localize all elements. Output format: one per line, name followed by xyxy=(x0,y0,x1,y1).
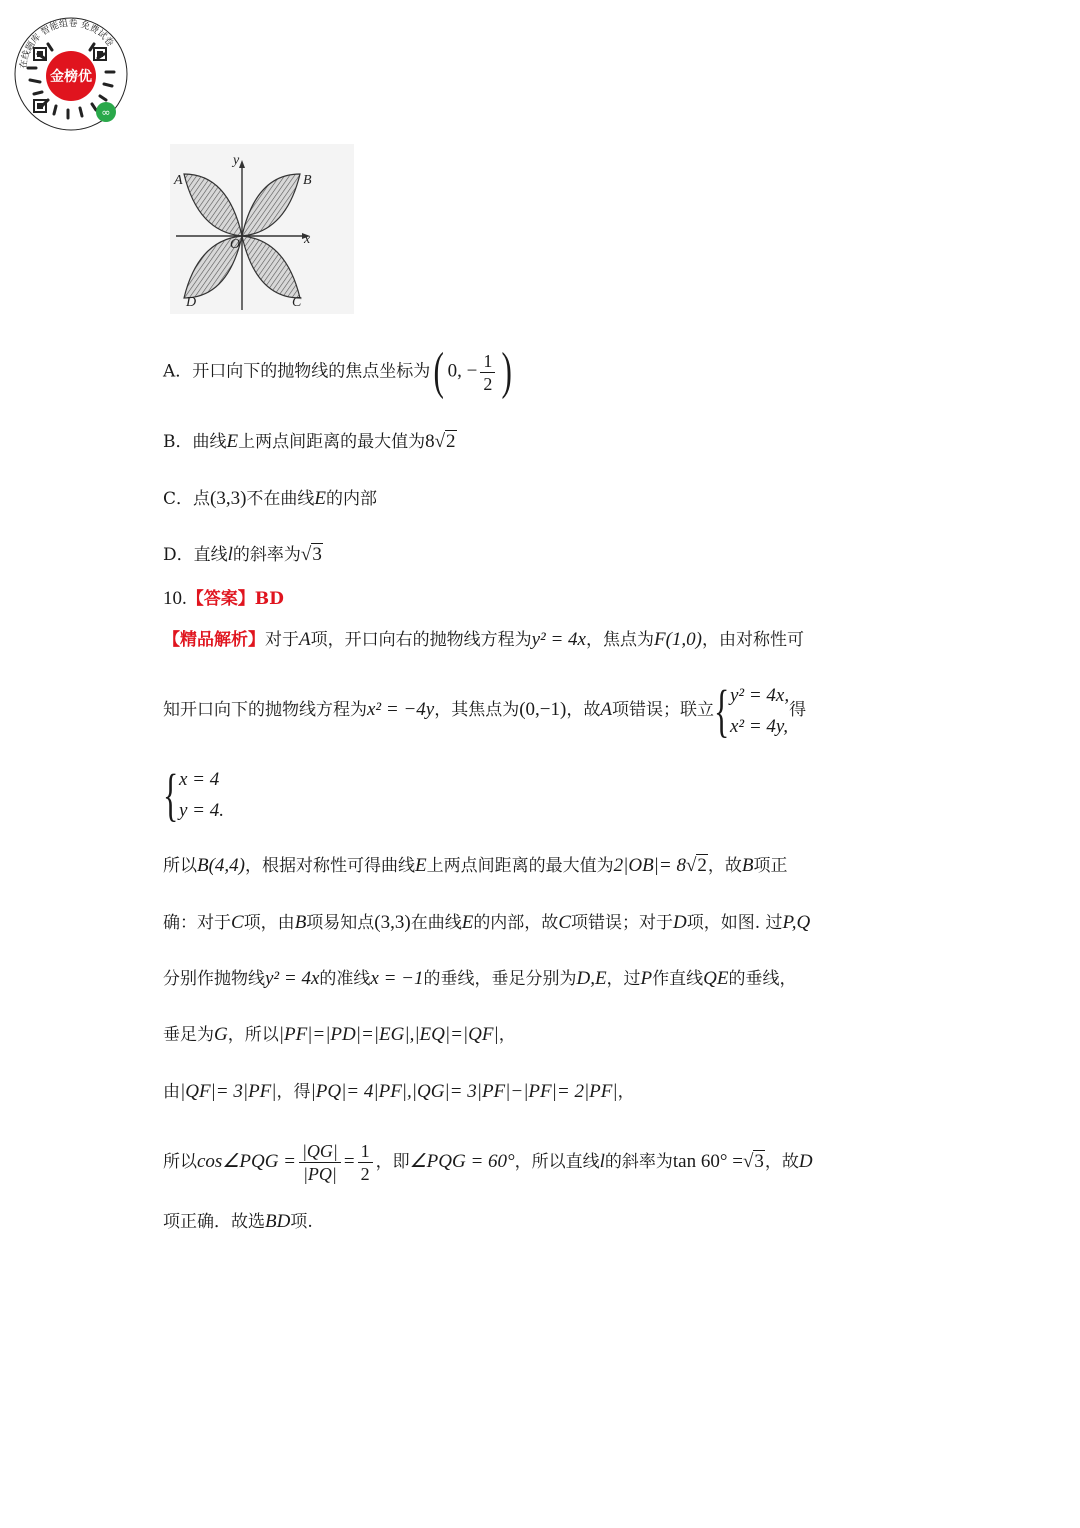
analysis-line-2: 知开口向下的抛物线方程为x² = −4y，其焦点为(0,−1)，故A项错误；联立 { y² = 4x, x² = 4y, 得 xyxy=(163,677,807,743)
curve-figure xyxy=(170,144,354,314)
option-c: C．点(3,3)不在曲线E的内部 xyxy=(163,488,378,509)
fig-label-y: y xyxy=(233,153,240,168)
svg-text:∞: ∞ xyxy=(101,106,111,119)
logo-brand-text: 金榜优 xyxy=(50,69,92,85)
brand-logo xyxy=(8,8,134,134)
answer-value: BD xyxy=(254,589,284,609)
analysis-line-4: 所以B(4,4)，根据对称性可得曲线E上两点间距离的最大值为2|OB|= 8√2，故B项正 xyxy=(163,855,788,876)
analysis-line-8: 由|QF|= 3|PF|，得|PQ|= 4|PF|,|QG|= 3|PF|−|PF|= 2|PF|， xyxy=(163,1081,635,1102)
option-a-fraction: $\frac{1}{2}$ xyxy=(480,350,495,395)
analysis-line-3 xyxy=(163,764,224,826)
fig-label-B: B xyxy=(303,173,312,188)
cos-fraction: $\frac{|QG|}{|PQ|}$ xyxy=(299,1140,341,1185)
option-d: D．直线l的斜率为√3 xyxy=(163,544,322,565)
option-a-point: 0, − xyxy=(447,360,478,382)
option-b: B．曲线E上两点间距离的最大值为8√2 xyxy=(163,431,456,452)
analysis-line-5: 确：对于C项，由B项易知点(3,3)在曲线E的内部，故C项错误；对于D项，如图. 过P,Q xyxy=(163,912,811,933)
svg-text:在线题库 智能组卷 免费试卷: 在线题库 智能组卷 免费试卷 xyxy=(18,18,115,70)
equation-system-1: { y² = 4x, x² = 4y, xyxy=(713,677,790,743)
analysis-line-6: 分别作抛物线y² = 4x的准线x = −1的垂线，垂足分别为D,E，过P作直线QE的垂线， xyxy=(163,968,797,989)
answer-tag: 【答案】 xyxy=(186,589,255,609)
option-a-text: A．开口向下的抛物线的焦点坐标为 xyxy=(163,361,431,382)
analysis-line-10: 项正确．故选BD项. xyxy=(163,1211,313,1232)
fig-label-x: x xyxy=(304,232,311,247)
fig-label-D: D xyxy=(186,295,197,310)
analysis-line-1: 【精品解析】对于A项，开口向右的抛物线方程为y² = 4x，焦点为F(1,0)，由对称性可 xyxy=(163,629,805,650)
fig-label-C: C xyxy=(292,295,302,310)
option-a: A．开口向下的抛物线的焦点坐标为( 0, − $\frac{1}{2}$ ) xyxy=(163,343,513,400)
half-fraction: $\frac{1}{2}$ xyxy=(358,1140,373,1185)
analysis-line-9: 所以cos∠PQG = $\frac{|QG|}{|PQ|}$ = $\frac{1}{2}$ ，即∠PQG = 60°，所以直线l的斜率为tan 60° =√3，故D xyxy=(163,1141,813,1184)
analysis-tag: 【精品解析】 xyxy=(163,630,265,650)
equation-system-2: { x = 4 y = 4. xyxy=(163,762,225,827)
fig-label-A: A xyxy=(174,173,183,188)
answer-line: 10.【答案】BD xyxy=(163,588,284,609)
fig-label-O: O xyxy=(230,237,241,252)
analysis-line-7: 垂足为G，所以|PF|=|PD|=|EG|,|EQ|=|QF|， xyxy=(163,1024,516,1045)
